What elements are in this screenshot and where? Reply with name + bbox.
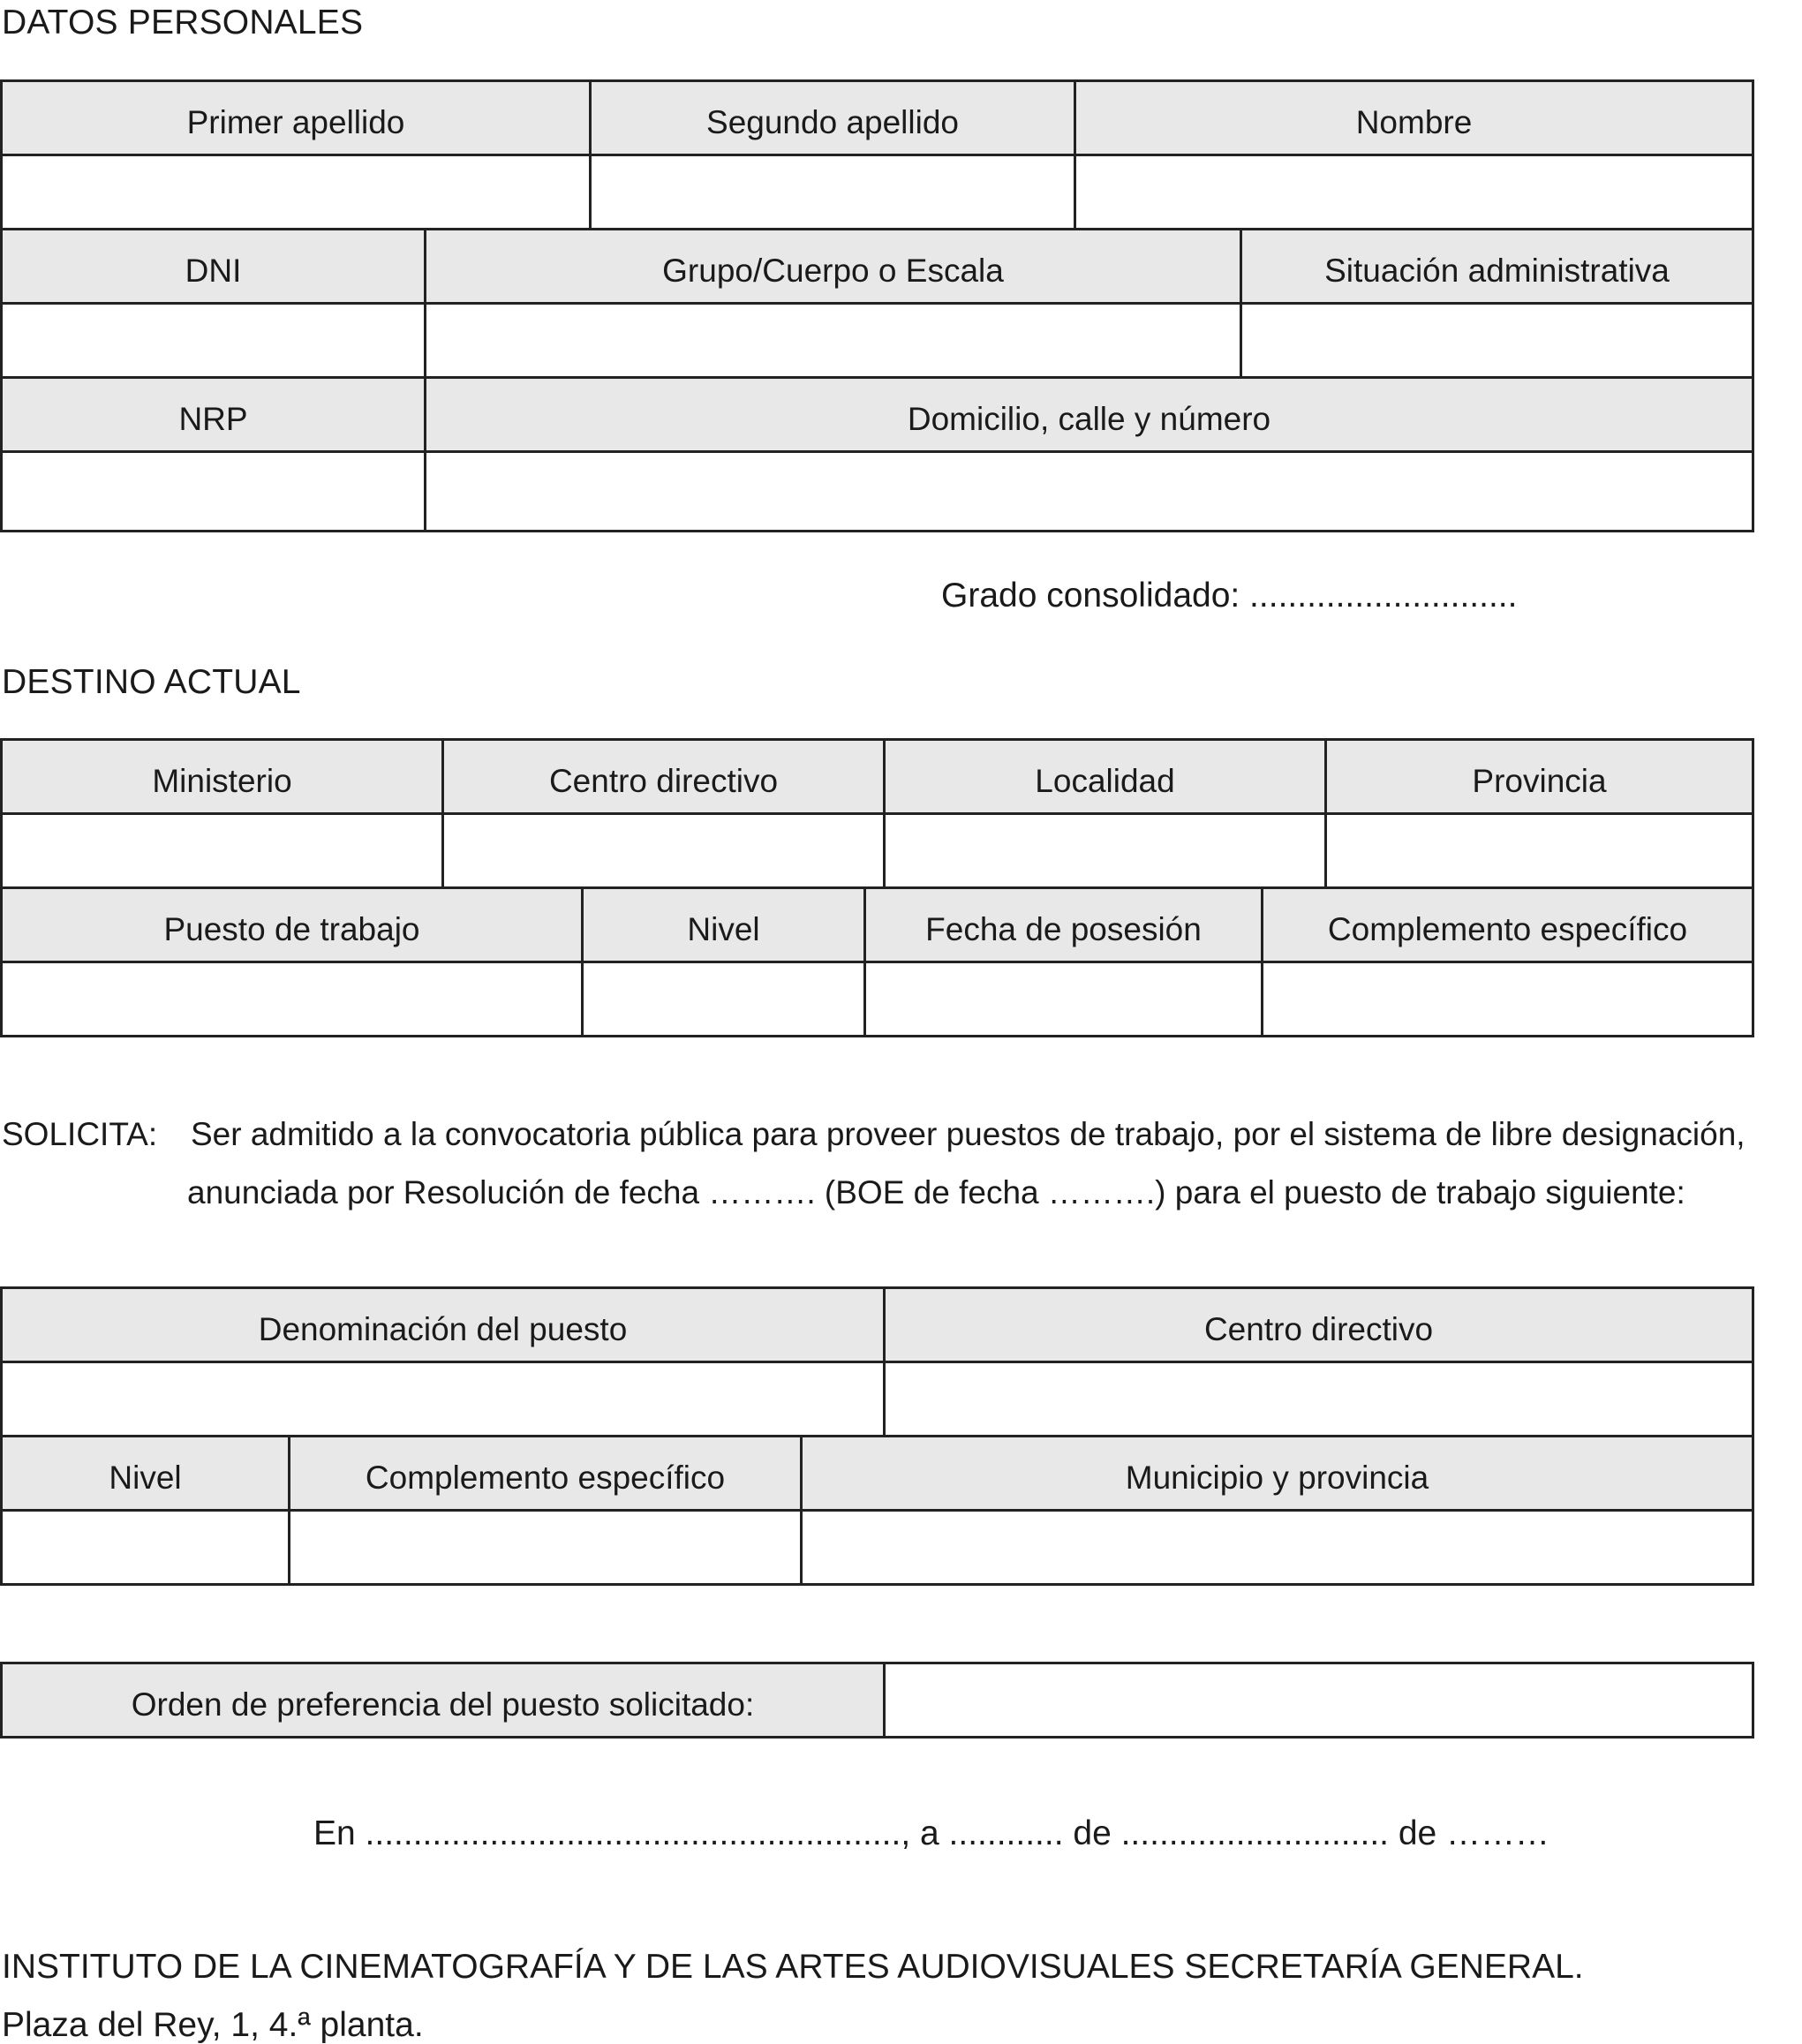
complemento-solicitado-header: Complemento específico [290, 1437, 802, 1511]
destino-actual-table-2 [0, 886, 1754, 1037]
primer-apellido-header: Primer apellido [2, 81, 591, 155]
nivel-solicitado-field[interactable] [2, 1511, 290, 1585]
datos-personales-table [0, 79, 1754, 230]
provincia-header: Provincia [1326, 740, 1753, 814]
solicita-label: SOLICITA: [2, 1116, 158, 1152]
solicita-line-2: anunciada por Resolución de fecha ………. (BOE de fecha ……….) para el puesto de trabajo siguiente: [187, 1174, 1685, 1211]
municipio-provincia-header: Municipio y provincia [802, 1437, 1753, 1511]
denominacion-header: Denominación del puesto [2, 1288, 885, 1362]
localidad-header: Localidad [885, 740, 1326, 814]
fecha-posesion-field[interactable] [865, 962, 1263, 1037]
ministerio-header: Ministerio [2, 740, 443, 814]
nivel-field[interactable] [583, 962, 865, 1037]
complemento-solicitado-field[interactable] [290, 1511, 802, 1585]
puesto-solicitado-table [0, 1286, 1754, 1437]
localidad-field[interactable] [885, 814, 1326, 888]
section-title-datos-personales: DATOS PERSONALES [2, 4, 364, 41]
domicilio-field[interactable] [426, 452, 1753, 532]
nivel-header: Nivel [583, 888, 865, 962]
situacion-header: Situación administrativa [1241, 230, 1753, 304]
provincia-field[interactable] [1326, 814, 1753, 888]
preferencia-header: Orden de preferencia del puesto solicitado: [2, 1663, 885, 1738]
situacion-field[interactable] [1241, 304, 1753, 378]
footer-line-1: INSTITUTO DE LA CINEMATOGRAFÍA Y DE LAS ARTES AUDIOVISUALES SECRETARÍA GENERAL. [2, 1948, 1584, 1986]
complemento-especifico-field[interactable] [1263, 962, 1753, 1037]
nombre-field[interactable] [1075, 155, 1753, 230]
datos-personales-table-3 [0, 376, 1754, 532]
complemento-especifico-header: Complemento específico [1263, 888, 1753, 962]
puesto-trabajo-field[interactable] [2, 962, 583, 1037]
primer-apellido-field[interactable] [2, 155, 591, 230]
fecha-posesion-header: Fecha de posesión [865, 888, 1263, 962]
domicilio-header: Domicilio, calle y número [426, 378, 1753, 452]
preferencia-table [0, 1662, 1754, 1739]
footer-line-2: Plaza del Rey, 1, 4.ª planta. [2, 2006, 424, 2044]
grupo-header: Grupo/Cuerpo o Escala [426, 230, 1241, 304]
nrp-header: NRP [2, 378, 426, 452]
solicita-line-1: Ser admitido a la convocatoria pública para proveer puestos de trabajo, por el sistema de libre designación, [191, 1116, 1745, 1152]
grupo-field[interactable] [426, 304, 1241, 378]
centro-directivo-solicitado-field[interactable] [885, 1362, 1753, 1437]
puesto-trabajo-header: Puesto de trabajo [2, 888, 583, 962]
ministerio-field[interactable] [2, 814, 443, 888]
centro-directivo-field[interactable] [443, 814, 885, 888]
segundo-apellido-header: Segundo apellido [591, 81, 1075, 155]
destino-actual-table [0, 738, 1754, 889]
grado-consolidado: Grado consolidado: ............................ [941, 577, 1518, 615]
puesto-solicitado-table-2 [0, 1435, 1754, 1586]
nivel-solicitado-header: Nivel [2, 1437, 290, 1511]
datos-personales-table-2 [0, 228, 1754, 379]
fecha-lugar-line: En ........................................................, a ............ de ............................ de ……… [313, 1814, 1550, 1852]
dni-field[interactable] [2, 304, 426, 378]
section-title-destino-actual: DESTINO ACTUAL [2, 663, 301, 701]
segundo-apellido-field[interactable] [591, 155, 1075, 230]
denominacion-field[interactable] [2, 1362, 885, 1437]
preferencia-field[interactable] [885, 1663, 1753, 1738]
centro-directivo-solicitado-header: Centro directivo [885, 1288, 1753, 1362]
nombre-header: Nombre [1075, 81, 1753, 155]
dni-header: DNI [2, 230, 426, 304]
centro-directivo-header: Centro directivo [443, 740, 885, 814]
municipio-provincia-field[interactable] [802, 1511, 1753, 1585]
nrp-field[interactable] [2, 452, 426, 532]
